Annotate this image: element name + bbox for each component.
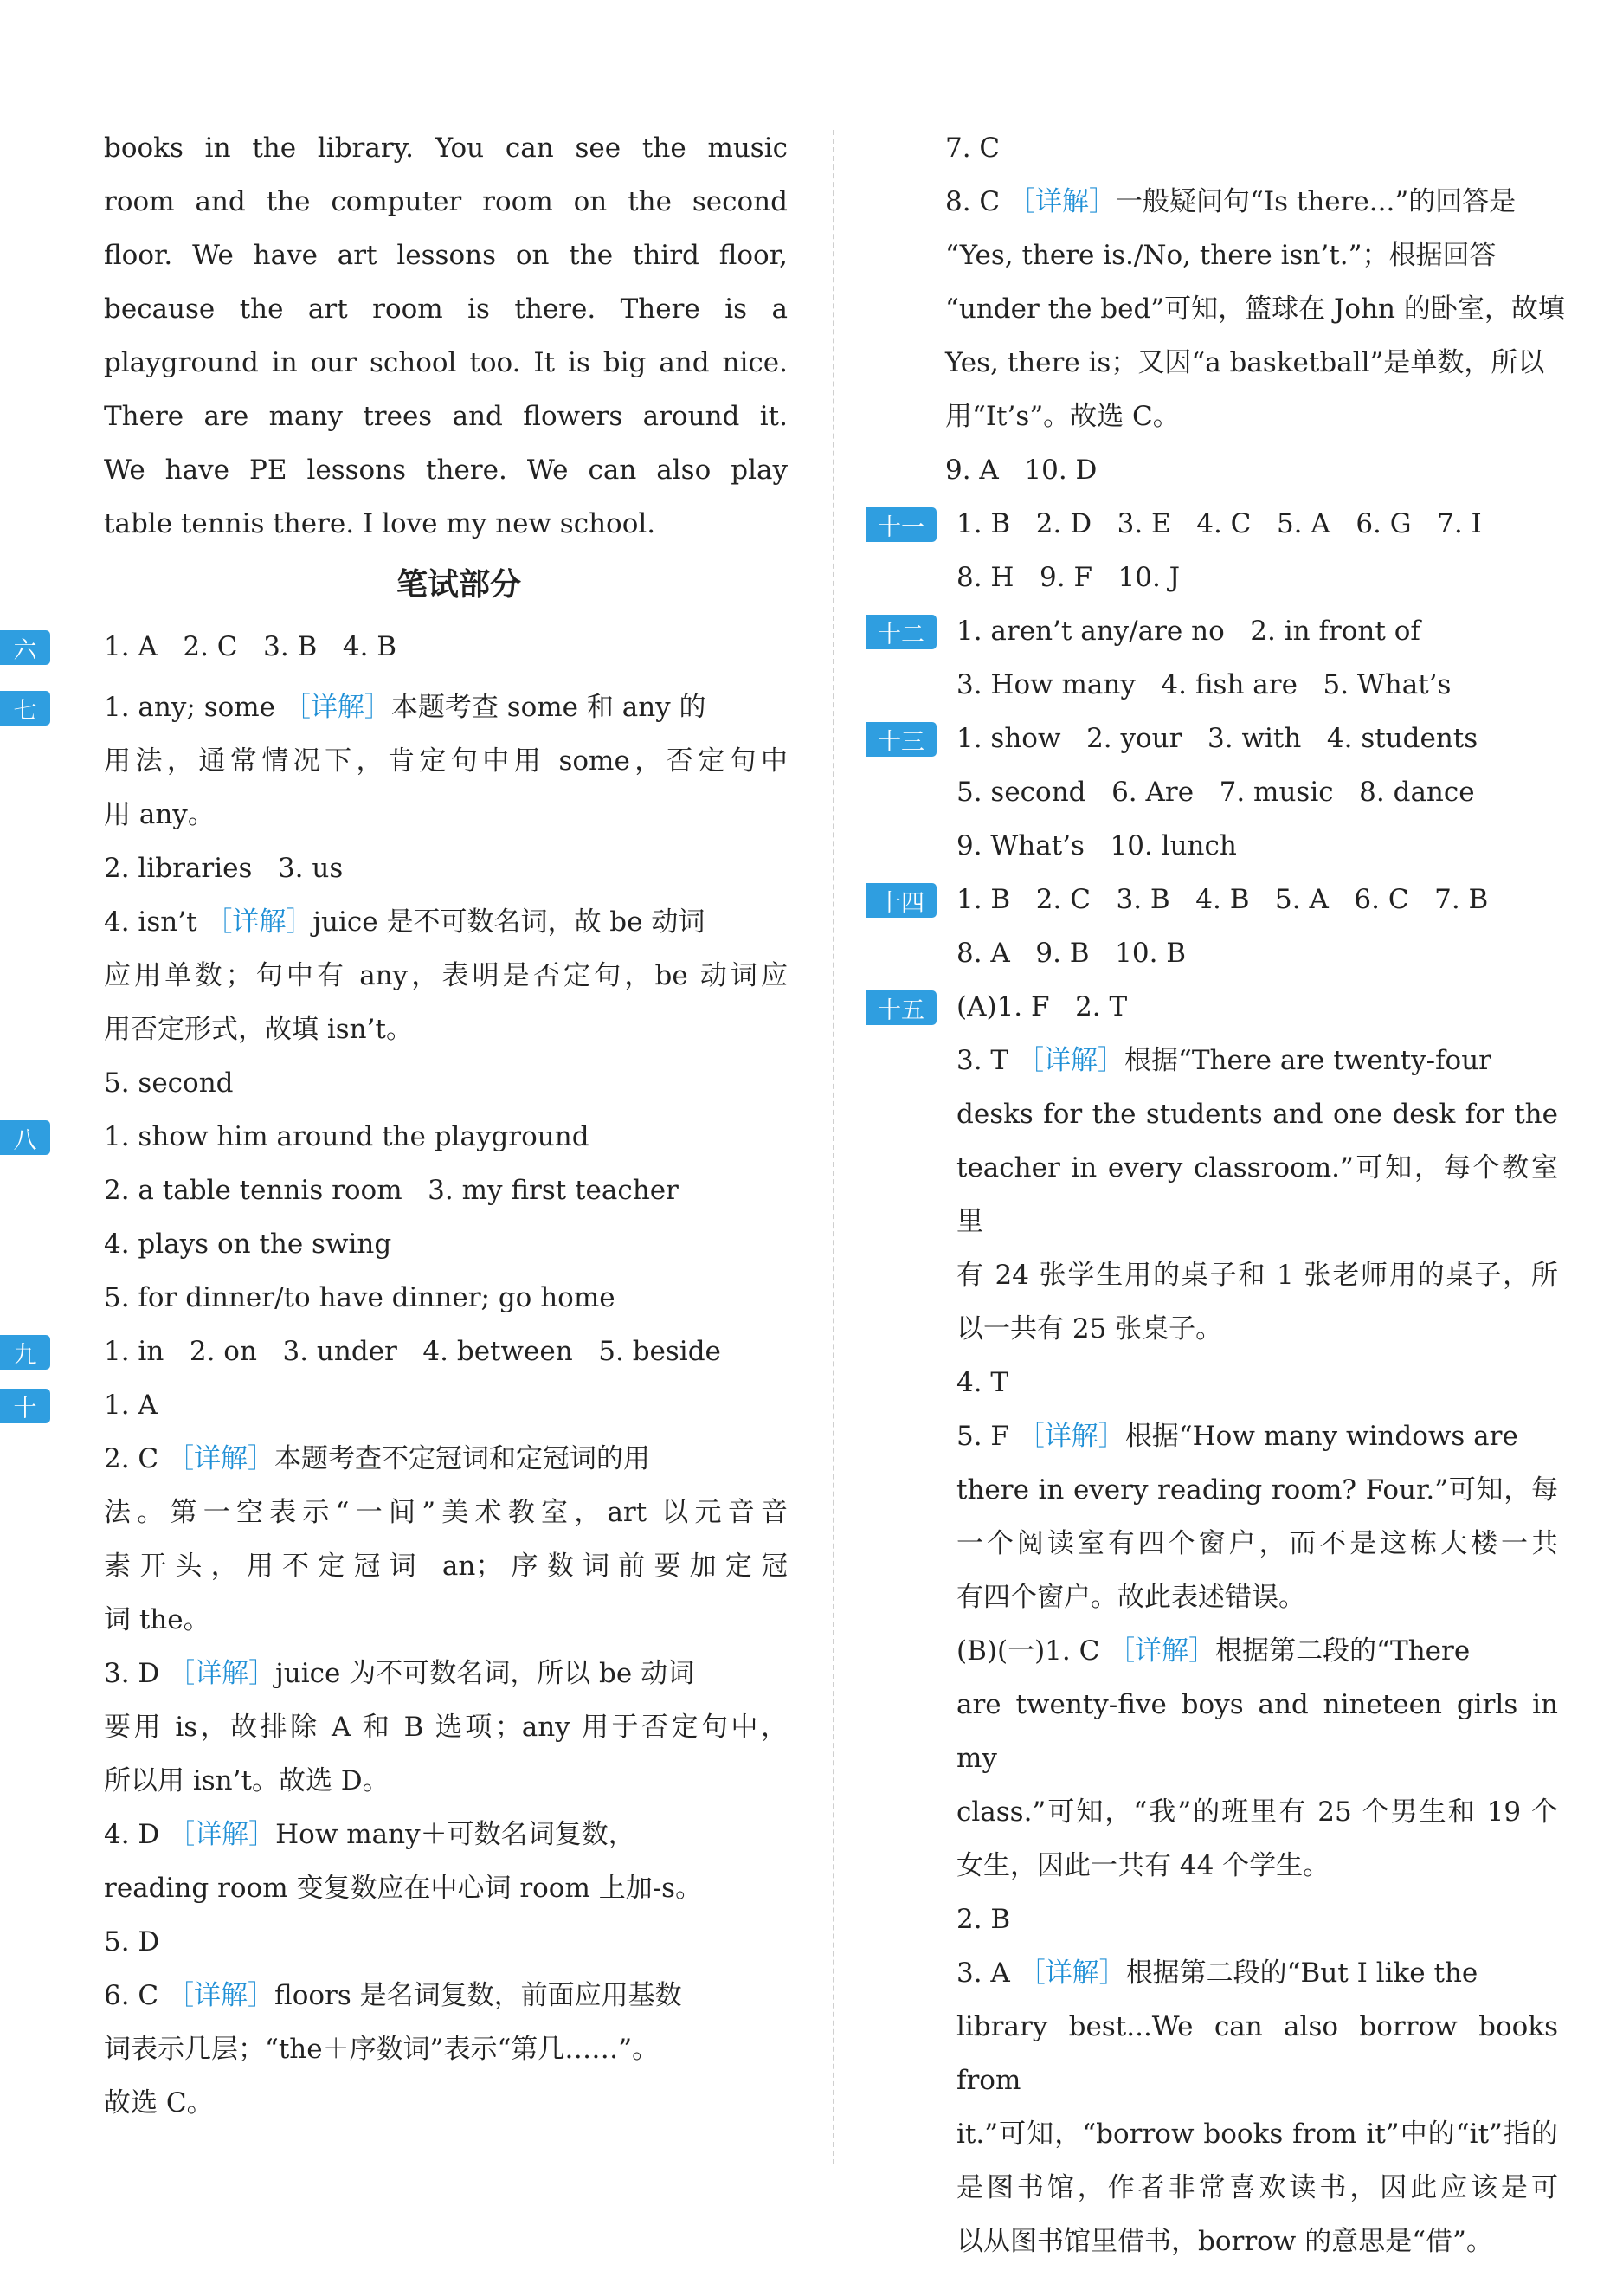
- answer-text: 一般疑问句“Is there...”的回答是: [1116, 186, 1517, 217]
- answer-line: 5. for dinner/to have dinner; go home: [104, 1282, 615, 1313]
- answer-line: 1. A 2. C 3. B 4. B: [104, 631, 397, 662]
- detail-tag: ［详解］: [205, 906, 313, 938]
- answer-line: 5. second 6. Are 7. music 8. dance: [956, 777, 1475, 808]
- explanation-line: 有 24 张学生用的桌子和 1 张老师用的桌子，所: [956, 1260, 1558, 1291]
- answer-text: 根据第二段的“But I like the: [1125, 1957, 1478, 1989]
- answer-text: 本题考查 some 和 any 的: [390, 692, 706, 723]
- answer-line: 2. libraries 3. us: [104, 853, 344, 884]
- answer-line: [866, 175, 1558, 229]
- explanation-line: Yes, there is；又因“a basketball”是单数，所以: [945, 347, 1545, 378]
- section-badge: 九: [0, 1335, 50, 1370]
- left-column: [13, 121, 788, 2130]
- answer-line: [104, 1647, 788, 1700]
- answer-text: 3. A: [956, 1957, 1019, 1989]
- answer-line: [866, 1409, 1558, 1463]
- explanation-line: it.”可知，“borrow books from it”中的“it”指的: [956, 2119, 1558, 2150]
- section-15: [866, 980, 1558, 2268]
- detail-tag: ［详解］: [1008, 186, 1117, 217]
- explanation-line: 用 any。: [104, 799, 215, 830]
- explanation-line: library best...We can also borrow books from: [956, 2011, 1558, 2096]
- detail-tag: ［详解］: [1108, 1635, 1216, 1667]
- passage-line: table tennis there. I love my new school.: [104, 508, 656, 539]
- section-7: [13, 680, 788, 1110]
- answer-text: 本题考查不定冠词和定冠词的用: [274, 1443, 651, 1474]
- section-badge: 十四: [866, 883, 937, 918]
- section-heading: 笔试部分: [396, 567, 521, 603]
- explanation-line: reading room 变复数应在中心词 room 上加-s。: [104, 1873, 703, 1904]
- explanation-line: 词表示几层；“the＋序数词”表示“第几……”。: [104, 2034, 660, 2065]
- explanation-line: 素开头，用不定冠词 an；序数词前要加定冠: [104, 1551, 788, 1582]
- section-badge: 七: [0, 691, 50, 726]
- explanation-line: desks for the students and one desk for the: [956, 1099, 1558, 1130]
- column-divider: [833, 130, 834, 2164]
- explanation-line: 用“It’s”。故选 C。: [945, 401, 1180, 432]
- detail-tag: ［详解］: [1018, 1957, 1126, 1989]
- explanation-line: 以一共有 25 张桌子。: [956, 1313, 1223, 1345]
- answer-line: 2. a table tennis room 3. my first teacher: [104, 1175, 679, 1206]
- explanation-line: 有四个窗户。故此表述错误。: [956, 1582, 1305, 1613]
- answer-text: 根据“There are twenty-four: [1124, 1045, 1491, 1076]
- answer-line: 1. B 2. C 3. B 4. B 5. A 6. C 7. B: [956, 884, 1489, 915]
- right-column: [866, 121, 1565, 2268]
- answer-text: juice 是不可数名词，故 be 动词: [312, 906, 705, 938]
- detail-tag: ［详解］: [168, 1658, 276, 1689]
- answer-text: 1. any; some: [104, 692, 284, 723]
- explanation-line: “Yes, there is./No, there isn’t.”；根据回答: [945, 240, 1497, 271]
- answer-line: 8. A 9. B 10. B: [956, 938, 1187, 969]
- detail-tag: ［详解］: [1017, 1421, 1125, 1452]
- passage-line: playground in our school too. It is big and nice.: [104, 347, 788, 378]
- passage-line: We have PE lessons there. We can also play: [104, 455, 788, 486]
- answer-line: 5. second: [104, 1067, 234, 1099]
- passage-line: room and the computer room on the second: [104, 186, 788, 217]
- explanation-line: are twenty-five boys and nineteen girls in my: [956, 1689, 1558, 1774]
- section-badge: 十三: [866, 722, 937, 757]
- answer-text: (B)(一)1. C: [956, 1635, 1109, 1667]
- detail-tag: ［详解］: [1016, 1045, 1124, 1076]
- answer-text: 5. F: [956, 1421, 1018, 1452]
- explanation-line: 用法，通常情况下，肯定句中用 some，否定句中: [104, 745, 788, 777]
- answer-line: 9. What’s 10. lunch: [956, 830, 1237, 861]
- passage-line: floor. We have art lessons on the third floor,: [104, 240, 788, 271]
- answer-line: 5. D: [104, 1926, 160, 1957]
- explanation-line: there in every reading room? Four.”可知，每: [956, 1474, 1558, 1506]
- answer-line: [104, 895, 788, 949]
- answer-line: 1. show him around the playground: [104, 1121, 589, 1152]
- answer-text: juice 为不可数名词，所以 be 动词: [275, 1658, 695, 1689]
- answer-line: [866, 1624, 1558, 1678]
- answer-line: 8. H 9. F 10. J: [956, 562, 1181, 593]
- explanation-line: 是图书馆，作者非常喜欢读书，因此应该是可: [956, 2172, 1558, 2203]
- explanation-line: 要用 is，故排除 A 和 B 选项；any 用于否定句中，: [104, 1712, 788, 1743]
- answer-line: [866, 1034, 1558, 1087]
- section-badge: 十一: [866, 507, 937, 542]
- section-14: [866, 873, 1558, 980]
- answer-line: 1. A: [104, 1390, 158, 1421]
- section-11: [866, 497, 1558, 604]
- explanation-line: “under the bed”可知，篮球在 John 的卧室，故填: [945, 293, 1565, 325]
- section-badge: 十二: [866, 615, 937, 649]
- passage-line: books in the library. You can see the music: [104, 132, 788, 164]
- detail-tag: ［详解］: [283, 692, 391, 723]
- passage-line: There are many trees and flowers around it.: [104, 401, 788, 432]
- explanation-line: 应用单数；句中有 any，表明是否定句，be 动词应: [104, 960, 788, 991]
- section-12: [866, 604, 1558, 712]
- explanation-line: 一个阅读室有四个窗户，而不是这栋大楼一共: [956, 1528, 1558, 1559]
- answer-line: 1. show 2. your 3. with 4. students: [956, 723, 1478, 754]
- explanation-line: 词 the。: [104, 1604, 210, 1635]
- answer-text: 3. D: [104, 1658, 169, 1689]
- answer-line: [104, 680, 788, 734]
- section-9: [13, 1325, 788, 1378]
- answer-line: 1. aren’t any/are no 2. in front of: [956, 616, 1420, 647]
- answer-text: How many＋可数名词复数，: [275, 1819, 635, 1850]
- answer-line: (A)1. F 2. T: [956, 991, 1128, 1022]
- explanation-line: 以从图书馆里借书，borrow 的意思是“借”。: [956, 2226, 1493, 2257]
- answer-text: floors 是名词复数，前面应用基数: [274, 1980, 682, 2011]
- section-8: [13, 1110, 788, 1325]
- detail-tag: ［详解］: [167, 1443, 275, 1474]
- answer-text: 4. D: [104, 1819, 169, 1850]
- answer-line: 4. T: [956, 1367, 1009, 1398]
- detail-tag: ［详解］: [168, 1819, 276, 1850]
- section-badge: 十: [0, 1389, 50, 1423]
- answer-line: 7. C: [945, 132, 1001, 164]
- answer-line: 9. A 10. D: [945, 455, 1098, 486]
- answer-line: [104, 1808, 788, 1861]
- explanation-line: 故选 C。: [104, 2087, 214, 2119]
- explanation-line: teacher in every classroom.”可知，每个教室里: [956, 1152, 1558, 1237]
- explanation-line: 所以用 isn’t。故选 D。: [104, 1765, 390, 1796]
- section-badge: 六: [0, 630, 50, 665]
- answer-line: [104, 1969, 788, 2022]
- section-6: [13, 620, 788, 674]
- answer-text: 6. C: [104, 1980, 168, 2011]
- explanation-line: 法。第一空表示“一间”美术教室，art 以元音音: [104, 1497, 788, 1528]
- passage-line: because the art room is there. There is a: [104, 293, 788, 325]
- answer-line: 3. How many 4. fish are 5. What’s: [956, 669, 1452, 700]
- answer-line: [866, 1946, 1558, 2000]
- detail-tag: ［详解］: [167, 1980, 275, 2011]
- answer-text: 根据第二段的“There: [1215, 1635, 1471, 1667]
- answer-line: 1. in 2. on 3. under 4. between 5. beside: [104, 1336, 721, 1367]
- answer-text: 8. C: [945, 186, 1009, 217]
- explanation-line: 用否定形式，故填 isn’t。: [104, 1014, 413, 1045]
- section-badge: 十五: [866, 990, 937, 1025]
- section-13: [866, 712, 1558, 873]
- explanation-line: class.”可知，“我”的班里有 25 个男生和 19 个: [956, 1796, 1558, 1828]
- answer-line: [104, 1432, 788, 1486]
- explanation-line: 女生，因此一共有 44 个学生。: [956, 1850, 1330, 1881]
- answer-text: 根据“How many windows are: [1124, 1421, 1518, 1452]
- answer-text: 2. C: [104, 1443, 168, 1474]
- answer-text: 4. isn’t: [104, 906, 206, 938]
- section-10: [13, 1378, 788, 2130]
- answer-line: 2. B: [956, 1904, 1011, 1935]
- section-badge: 八: [0, 1120, 50, 1155]
- answer-text: 3. T: [956, 1045, 1017, 1076]
- answer-line: 4. plays on the swing: [104, 1229, 392, 1260]
- answer-line: 1. B 2. D 3. E 4. C 5. A 6. G 7. I: [956, 508, 1482, 539]
